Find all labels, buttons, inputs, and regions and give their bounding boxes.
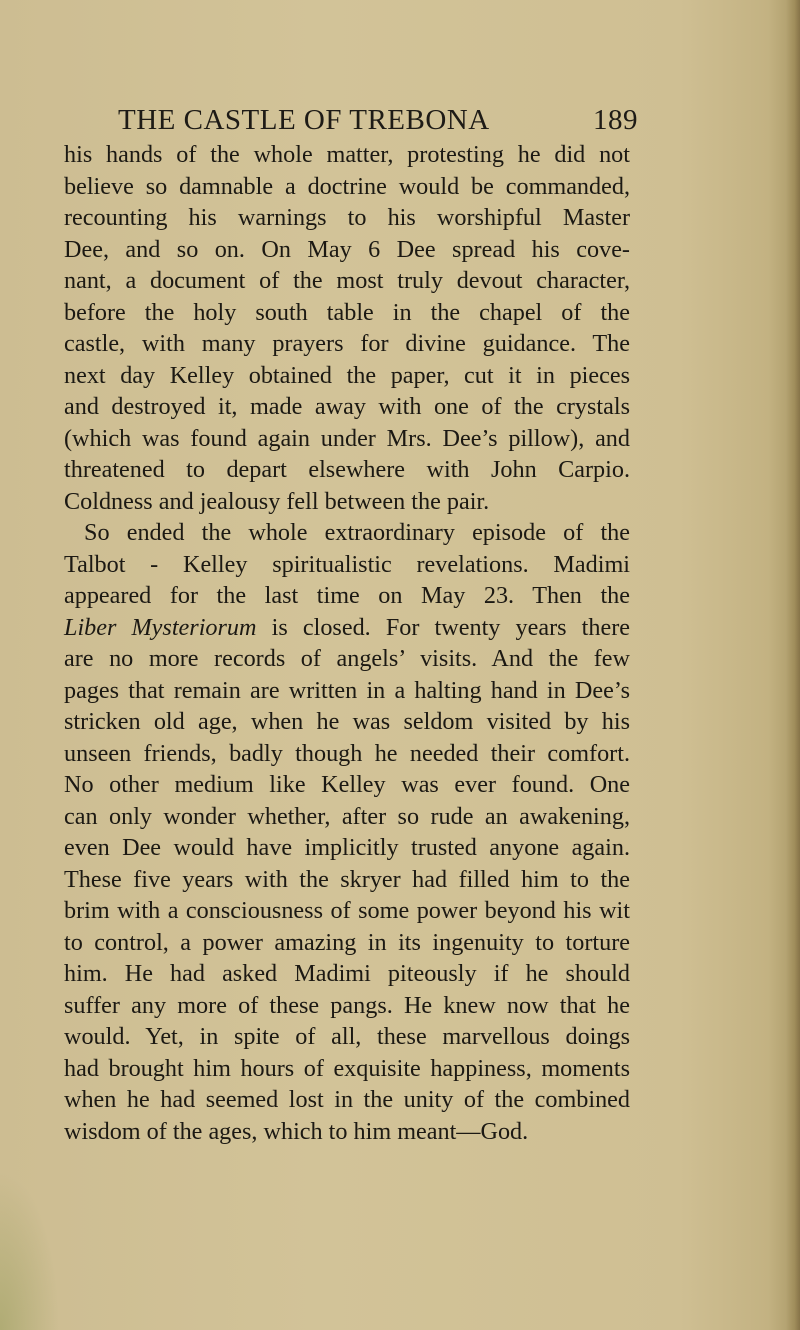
text-line: stricken old age, when he was seldom visited by his — [64, 708, 630, 735]
text-line: next day Kelley obtained the paper, cut it in pieces — [64, 361, 630, 389]
text-line: had brought him hours of exquisite happiness, moments — [64, 1054, 630, 1082]
text-line: unseen friends, badly though he needed their comfort. — [64, 739, 630, 767]
text-line — [64, 612, 630, 644]
text-line: recounting his warnings to his worshipful Master — [64, 204, 630, 231]
text-line: can only wonder whether, after so rude an awakening, — [64, 802, 630, 830]
body-text — [64, 139, 630, 1147]
text-line: wisdom of the ages, which to him meant—God. — [64, 1117, 529, 1145]
text-line: Coldness and jealousy fell between the pair. — [64, 487, 490, 515]
text-line: appeared for the last time on May 23. Then the — [64, 582, 630, 609]
text-line: before the holy south table in the chapel of the — [64, 298, 630, 326]
text-line: are no more records of angels’ visits. And the few — [64, 645, 630, 672]
text-line: believe so damnable a doctrine would be commanded, — [64, 172, 630, 200]
text-line: suffer any more of these pangs. He knew now that he — [64, 991, 630, 1019]
text-line: to control, a power amazing in its ingenuity to torture — [64, 928, 630, 956]
text-line-rest: is closed. For twenty years there — [256, 613, 630, 641]
text-line: Dee, and so on. On May 6 Dee spread his cove- — [64, 235, 630, 263]
text-line: brim with a consciousness of some power beyond his wit — [64, 897, 630, 924]
text-line: him. He had asked Madimi piteously if he should — [64, 960, 630, 987]
text-line: and destroyed it, made away with one of the crystals — [64, 393, 630, 420]
text-line: his hands of the whole matter, protesting he did not — [64, 141, 630, 168]
page-stain — [0, 1170, 60, 1330]
text-line: (which was found again under Mrs. Dee’s pillow), and — [64, 424, 630, 452]
page-edge-shadow — [786, 0, 800, 1330]
page-number: 189 — [593, 104, 638, 136]
running-head — [118, 104, 638, 144]
running-head-title: THE CASTLE OF TREBONA — [118, 104, 490, 136]
text-line: when he had seemed lost in the unity of the combined — [64, 1086, 630, 1113]
text-line: Talbot - Kelley spiritualistic revelations. Madimi — [64, 550, 630, 578]
text-line: So ended the whole extraordinary episode of the — [84, 519, 630, 546]
text-line: even Dee would have implicitly trusted anyone again. — [64, 834, 630, 861]
text-line: pages that remain are written in a halting hand in Dee’s — [64, 676, 630, 704]
text-line: castle, with many prayers for divine guidance. The — [64, 330, 630, 357]
text-line: threatened to depart elsewhere with John Carpio. — [64, 456, 630, 483]
text-line: No other medium like Kelley was ever found. One — [64, 771, 630, 798]
text-line: These five years with the skryer had filled him to the — [64, 865, 630, 893]
text-line: nant, a document of the most truly devout character, — [64, 267, 630, 294]
text-line: would. Yet, in spite of all, these marvellous doings — [64, 1023, 630, 1050]
book-title: Liber Mysteriorum — [64, 613, 257, 641]
